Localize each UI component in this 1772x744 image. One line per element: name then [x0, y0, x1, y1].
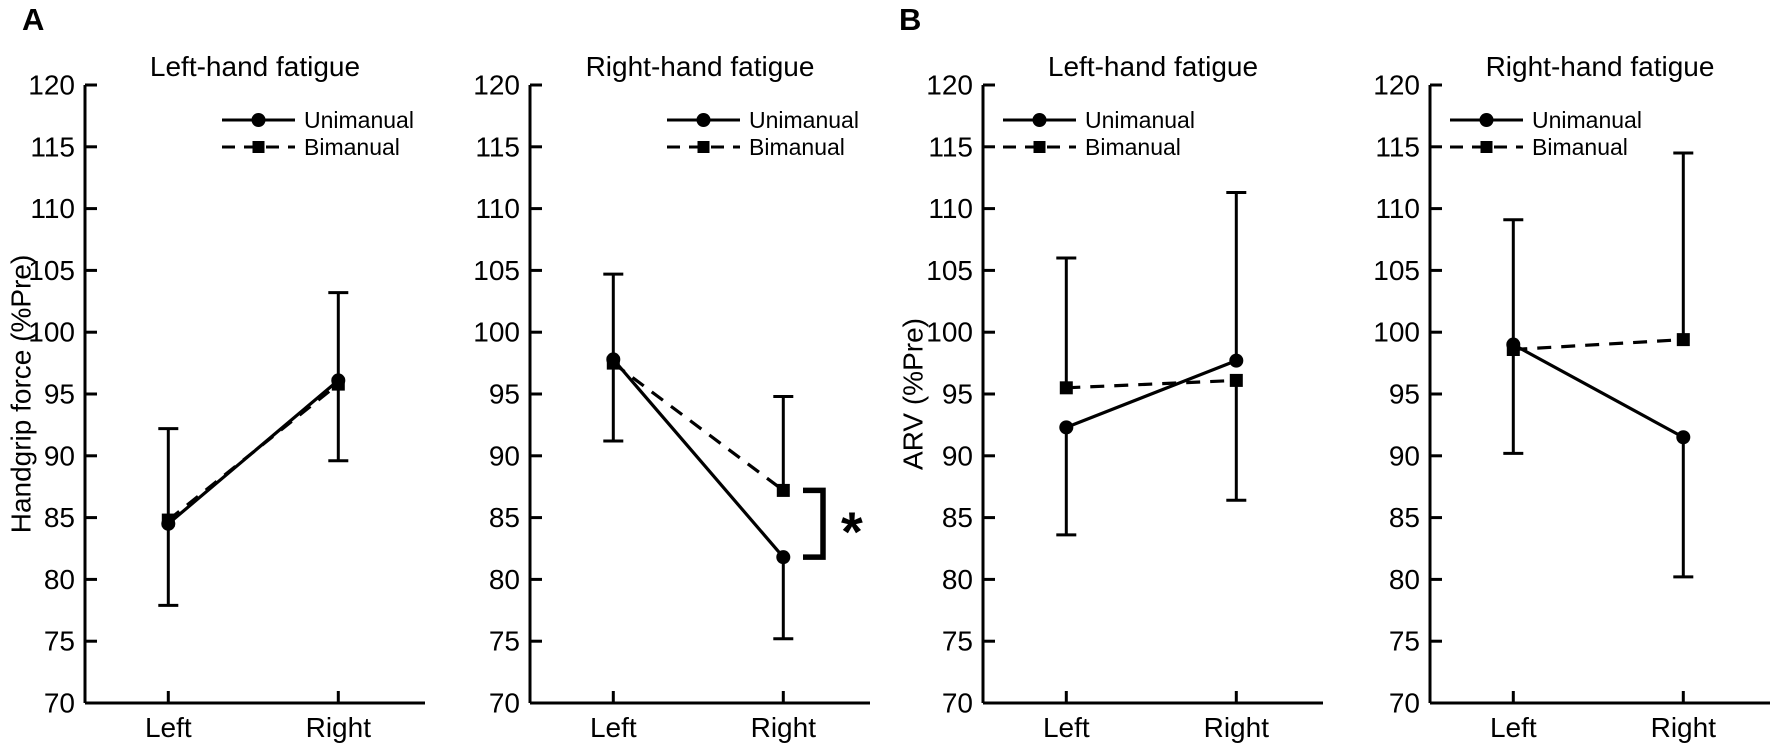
- chart-a-right-hand-fatigue: [443, 0, 886, 744]
- data-point-circle: [1676, 430, 1690, 444]
- chart-a-left-hand-fatigue: [0, 0, 443, 744]
- data-point-square: [1507, 343, 1520, 356]
- y-tick-label: 85: [488, 502, 520, 534]
- series-line-bimanual: [1066, 380, 1236, 387]
- y-tick-label: 75: [1388, 625, 1420, 657]
- y-axis-label: Handgrip force (%Pre): [5, 254, 37, 534]
- legend-label: Unimanual: [1085, 107, 1195, 133]
- y-tick-label: 95: [43, 378, 75, 410]
- y-tick-label: 95: [1388, 378, 1420, 410]
- panel-label-b: B: [899, 2, 922, 37]
- series-line-unimanual: [613, 359, 783, 557]
- y-tick-label: 90: [488, 440, 520, 472]
- series-line-bimanual: [1513, 340, 1683, 350]
- chart-b-right-hand-fatigue: [1329, 0, 1772, 744]
- y-tick-label: 115: [1375, 131, 1420, 163]
- y-tick-label: 75: [941, 625, 973, 657]
- y-tick-label: 115: [30, 131, 75, 163]
- x-tick-label: Left: [144, 712, 192, 743]
- data-point-square: [1230, 374, 1243, 387]
- y-tick-label: 75: [488, 625, 520, 657]
- y-tick-label: 105: [926, 254, 973, 286]
- y-tick-label: 100: [1373, 316, 1420, 348]
- legend-square-marker-icon: [1481, 141, 1493, 153]
- y-tick-label: 70: [1388, 687, 1420, 719]
- y-tick-label: 100: [926, 316, 973, 348]
- legend-label: Unimanual: [304, 107, 414, 133]
- legend-label: Bimanual: [304, 134, 400, 160]
- data-point-square: [777, 484, 790, 497]
- y-tick-label: 105: [1373, 254, 1420, 286]
- legend-label: Bimanual: [1085, 134, 1181, 160]
- y-tick-label: 110: [475, 193, 520, 225]
- y-tick-label: 80: [43, 563, 75, 595]
- y-tick-label: 95: [488, 378, 520, 410]
- y-tick-label: 120: [473, 69, 520, 101]
- data-point-square: [162, 514, 175, 527]
- y-tick-label: 70: [941, 687, 973, 719]
- legend-circle-marker-icon: [697, 113, 711, 127]
- series-line-bimanual: [168, 384, 338, 520]
- legend-label: Unimanual: [1532, 107, 1642, 133]
- y-tick-label: 75: [43, 625, 75, 657]
- y-tick-label: 85: [43, 502, 75, 534]
- y-tick-label: 105: [28, 254, 75, 286]
- series-line-bimanual: [613, 363, 783, 490]
- x-tick-label: Left: [1042, 712, 1090, 743]
- x-tick-label: Left: [589, 712, 637, 743]
- legend-circle-marker-icon: [1033, 113, 1047, 127]
- data-point-square: [1677, 333, 1690, 346]
- y-tick-label: 120: [926, 69, 973, 101]
- y-tick-label: 100: [473, 316, 520, 348]
- chart-b-left-hand-fatigue: [886, 0, 1329, 744]
- y-tick-label: 95: [941, 378, 973, 410]
- y-tick-label: 110: [1375, 193, 1420, 225]
- data-point-square: [607, 357, 620, 370]
- y-tick-label: 110: [30, 193, 75, 225]
- sig-bracket: [803, 490, 823, 557]
- legend-circle-marker-icon: [1480, 113, 1494, 127]
- x-tick-label: Right: [1650, 712, 1716, 743]
- x-tick-label: Right: [305, 712, 371, 743]
- data-point-square: [332, 378, 345, 391]
- data-point-square: [1060, 381, 1073, 394]
- y-tick-label: 90: [43, 440, 75, 472]
- y-tick-label: 80: [1388, 563, 1420, 595]
- data-point-circle: [776, 550, 790, 564]
- y-tick-label: 70: [43, 687, 75, 719]
- y-tick-label: 90: [941, 440, 973, 472]
- y-tick-label: 90: [1388, 440, 1420, 472]
- legend-label: Unimanual: [749, 107, 859, 133]
- series-line-unimanual: [1066, 361, 1236, 428]
- x-tick-label: Left: [1489, 712, 1537, 743]
- x-tick-label: Right: [1203, 712, 1269, 743]
- y-tick-label: 115: [475, 131, 520, 163]
- y-tick-label: 85: [941, 502, 973, 534]
- x-tick-label: Right: [750, 712, 816, 743]
- y-tick-label: 115: [928, 131, 973, 163]
- y-tick-label: 80: [488, 563, 520, 595]
- y-tick-label: 100: [28, 316, 75, 348]
- y-tick-label: 70: [488, 687, 520, 719]
- y-tick-label: 120: [28, 69, 75, 101]
- legend-square-marker-icon: [253, 141, 265, 153]
- sig-asterisk: *: [841, 499, 863, 563]
- y-axis-label: ARV (%Pre): [897, 318, 929, 470]
- y-tick-label: 110: [928, 193, 973, 225]
- legend-label: Bimanual: [1532, 134, 1628, 160]
- legend-label: Bimanual: [749, 134, 845, 160]
- y-tick-label: 80: [941, 563, 973, 595]
- chart-title: Left-hand fatigue: [1047, 51, 1259, 82]
- panel-label-a: A: [22, 2, 45, 37]
- data-point-circle: [1229, 354, 1243, 368]
- chart-title: Right-hand fatigue: [585, 51, 815, 82]
- y-tick-label: 105: [473, 254, 520, 286]
- chart-title: Right-hand fatigue: [1485, 51, 1715, 82]
- legend-circle-marker-icon: [252, 113, 266, 127]
- legend-square-marker-icon: [698, 141, 710, 153]
- y-tick-label: 85: [1388, 502, 1420, 534]
- legend-square-marker-icon: [1034, 141, 1046, 153]
- data-point-circle: [1059, 420, 1073, 434]
- chart-title: Left-hand fatigue: [149, 51, 361, 82]
- series-line-unimanual: [1513, 345, 1683, 438]
- y-tick-label: 120: [1373, 69, 1420, 101]
